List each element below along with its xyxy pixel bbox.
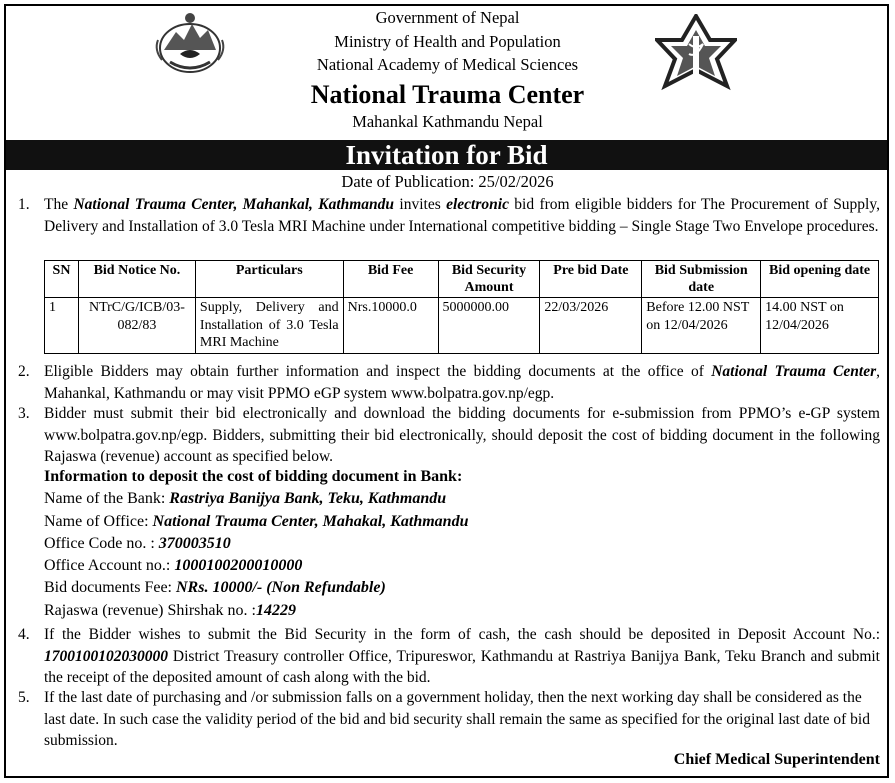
paragraph-4 xyxy=(18,624,880,689)
p3-text: Bidder must submit their bid electronically and download the bidding documents for e-submission from PPMO’s e-GP system www.bolpatra.gov.np/egp. Bidders, submitting their bid electronically, should deposit the cost of bidding document in the following Rajaswa (revenue) account as specified below. xyxy=(44,405,880,465)
shirshak-value: 14229 xyxy=(255,601,296,619)
item-number: 3. xyxy=(18,405,30,422)
office-name-line xyxy=(44,511,874,533)
table-header-cell: Pre bid Date xyxy=(540,261,642,298)
signature: Chief Medical Superintendent xyxy=(673,751,880,768)
table-header-cell: Particulars xyxy=(195,261,343,298)
p1-pre: The xyxy=(44,196,74,213)
item-number: 1. xyxy=(18,196,30,213)
p4-pre: If the Bidder wishes to submit the Bid Security in the form of cash, the cash should be deposited in Deposit Account No.: xyxy=(44,626,880,643)
bank-name-line xyxy=(44,488,874,510)
table-header-cell: Bid Security Amount xyxy=(438,261,540,298)
office-value: National Trauma Center, Mahakal, Kathmandu xyxy=(152,512,469,530)
table-cell: 22/03/2026 xyxy=(540,298,642,354)
org-address: Mahankal Kathmandu Nepal xyxy=(352,112,543,131)
bank-label: Name of the Bank: xyxy=(44,490,170,508)
code-value: 370003510 xyxy=(158,534,231,552)
p1-mid: invites xyxy=(394,196,447,213)
header-academy: National Academy of Medical Sciences xyxy=(316,55,579,74)
bid-table xyxy=(44,260,879,354)
bank-value: Rastriya Banijya Bank, Teku, Kathmandu xyxy=(169,490,447,508)
header-government: Government of Nepal xyxy=(375,8,520,27)
p4-account: 1700100102030000 xyxy=(44,647,168,665)
p1-post: bid from eligible bidders for The Procurement of Supply, Delivery and Installation of 3.0 Tesla MRI Machine under International competitive bidding – Single Stage Two Envelope procedures. xyxy=(44,196,880,235)
paragraph-1 xyxy=(18,194,880,237)
account-label: Office Account no.: xyxy=(44,557,175,575)
shirshak-line xyxy=(44,600,874,622)
table-header-cell: Bid opening date xyxy=(761,261,879,298)
table-cell: Before 12.00 NST on 12/04/2026 xyxy=(642,298,761,354)
p2-pre: Eligible Bidders may obtain further information and inspect the bidding documents at the office of xyxy=(44,363,712,380)
title-banner: Invitation for Bid xyxy=(6,140,887,170)
p4-post: District Treasury controller Office, Tripureswor, Kathmandu at Rastriya Banijya Bank, Teku Branch and submit the receipt of the deposited amount of cash along with the bid. xyxy=(44,647,880,686)
table-cell: Nrs.10000.0 xyxy=(343,298,438,354)
publication-date: Date of Publication: 25/02/2026 xyxy=(341,172,554,191)
table-cell: NTrC/G/ICB/03-082/83 xyxy=(78,298,195,354)
org-name: National Trauma Center xyxy=(310,80,585,109)
table-header-cell: Bid Fee xyxy=(343,261,438,298)
table-cell: 14.00 NST on 12/04/2026 xyxy=(761,298,879,354)
paragraph-2 xyxy=(18,361,880,404)
letterhead xyxy=(0,0,895,142)
table-cell: 1 xyxy=(45,298,79,354)
p1-electronic: electronic xyxy=(446,196,509,213)
item-number: 5. xyxy=(18,689,30,706)
item-number: 2. xyxy=(18,363,30,380)
bank-info xyxy=(44,466,874,622)
header-ministry: Ministry of Health and Population xyxy=(334,32,561,51)
paragraph-3 xyxy=(18,403,880,468)
table-header-cell: Bid Submission date xyxy=(642,261,761,298)
table-cell: 5000000.00 xyxy=(438,298,540,354)
account-value: 1000100200010000 xyxy=(174,557,303,575)
office-code-line xyxy=(44,533,874,555)
code-label: Office Code no. : xyxy=(44,534,159,552)
fee-value: NRs. 10000/- (Non Refundable) xyxy=(175,579,386,597)
table-cell: Supply, Delivery and Installation of 3.0 Tesla MRI Machine xyxy=(195,298,343,354)
table-row xyxy=(45,298,879,354)
table-header-row xyxy=(45,261,879,298)
table-header-cell: Bid Notice No. xyxy=(78,261,195,298)
fee-line xyxy=(44,577,874,599)
p2-org: National Trauma Center xyxy=(711,363,877,380)
p1-org: National Trauma Center, Mahankal, Kathmandu xyxy=(73,196,395,213)
bank-info-heading: Information to deposit the cost of bidding document in Bank: xyxy=(44,468,463,485)
office-label: Name of Office: xyxy=(44,512,153,530)
p2-post: , Mahankal, Kathmandu or may visit PPMO eGP system www.bolpatra.gov.np/egp. xyxy=(44,363,880,402)
office-account-line xyxy=(44,555,874,577)
item-number: 4. xyxy=(18,626,30,643)
shirshak-label: Rajaswa (revenue) Shirshak no. : xyxy=(44,601,256,619)
p5-text: If the last date of purchasing and /or submission falls on a government holiday, then the next working day shall be considered as the last date. In such case the validity period of the bid and bid security shall remain the same as specified for the original last date of bid submission. xyxy=(44,689,870,749)
table-header-cell: SN xyxy=(45,261,79,298)
fee-label: Bid documents Fee: xyxy=(44,579,176,597)
paragraph-5 xyxy=(18,687,880,752)
